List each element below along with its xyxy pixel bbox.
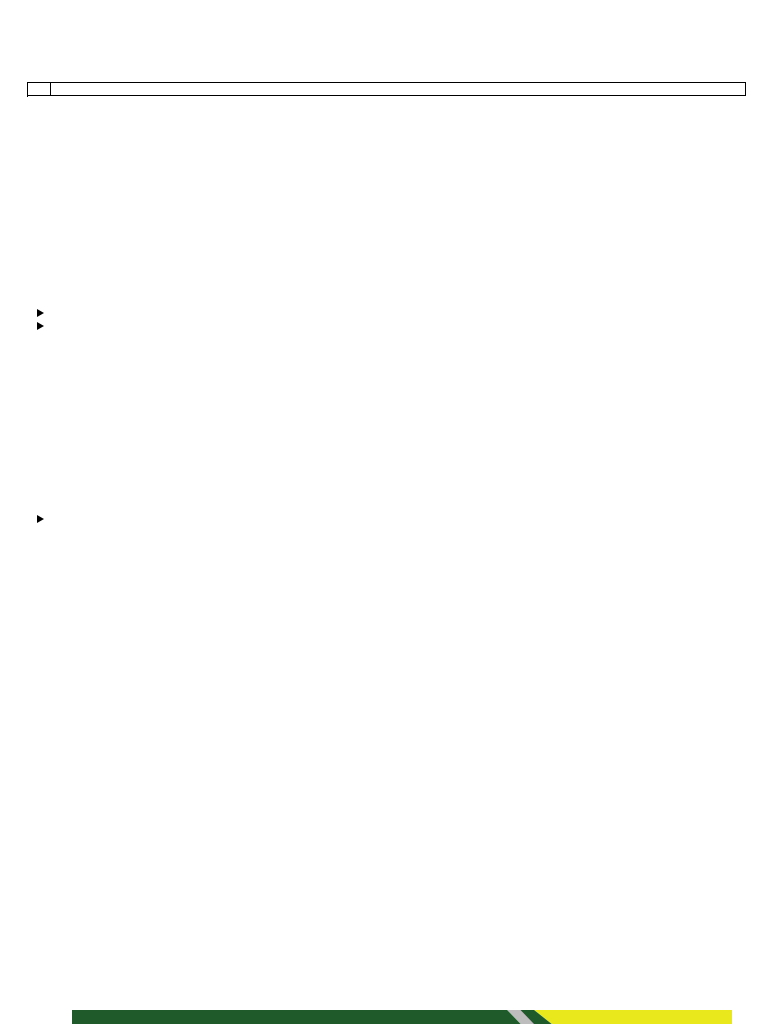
calendar-table [27, 82, 746, 96]
tanggal-header [51, 83, 746, 96]
jumlah-item [37, 320, 176, 333]
footer-stripe-yellow [512, 1010, 732, 1024]
libur-agustus [37, 513, 50, 526]
bulan-header [28, 83, 51, 96]
footer-banner [72, 1010, 732, 1024]
jumlah-item [37, 307, 176, 320]
arrow-bullet-icon [37, 322, 44, 330]
arrow-bullet-icon [37, 309, 44, 317]
table-header-row [28, 83, 746, 96]
arrow-bullet-icon [37, 515, 44, 523]
